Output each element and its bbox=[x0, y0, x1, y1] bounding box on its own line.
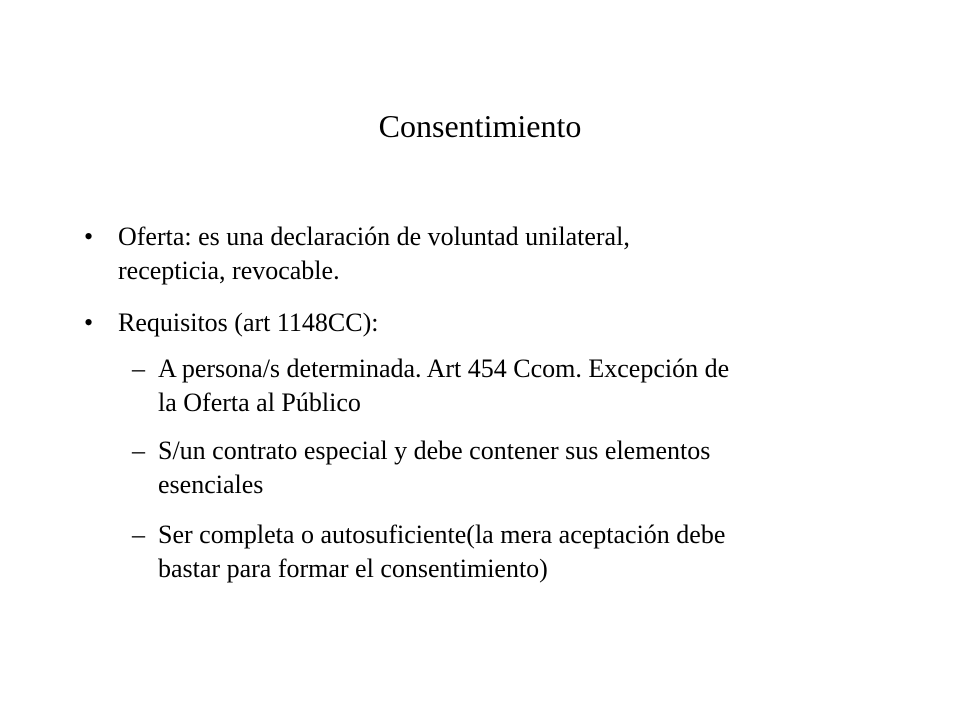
bullet-line: Requisitos (art 1148CC): bbox=[118, 308, 379, 337]
bullet-requisitos bbox=[84, 306, 838, 340]
subbullet-marker: – bbox=[132, 436, 145, 465]
slide-title: Consentimiento bbox=[378, 108, 582, 144]
subbullet-line: bastar para formar el consentimiento) bbox=[158, 554, 548, 583]
bullet-marker: • bbox=[84, 222, 94, 251]
subbullet-line: la Oferta al Público bbox=[158, 388, 361, 417]
subbullet-marker: – bbox=[132, 520, 145, 549]
subbullet-completa bbox=[132, 518, 878, 586]
bullet-oferta bbox=[84, 220, 838, 288]
bullet-line: Oferta: es una declaración de voluntad unilateral, bbox=[118, 222, 630, 251]
bullet-line: recepticia, revocable. bbox=[118, 256, 340, 285]
subbullet-persona bbox=[132, 352, 878, 420]
subbullet-line: esenciales bbox=[158, 470, 264, 499]
subbullet-line: Ser completa o autosuficiente(la mera aceptación debe bbox=[158, 520, 726, 549]
subbullet-line: S/un contrato especial y debe contener sus elementos bbox=[158, 436, 711, 465]
subbullet-line: A persona/s determinada. Art 454 Ccom. Excepción de bbox=[158, 354, 730, 383]
subbullet-marker: – bbox=[132, 354, 145, 383]
bullet-marker: • bbox=[84, 308, 94, 337]
subbullet-contrato bbox=[132, 434, 878, 502]
